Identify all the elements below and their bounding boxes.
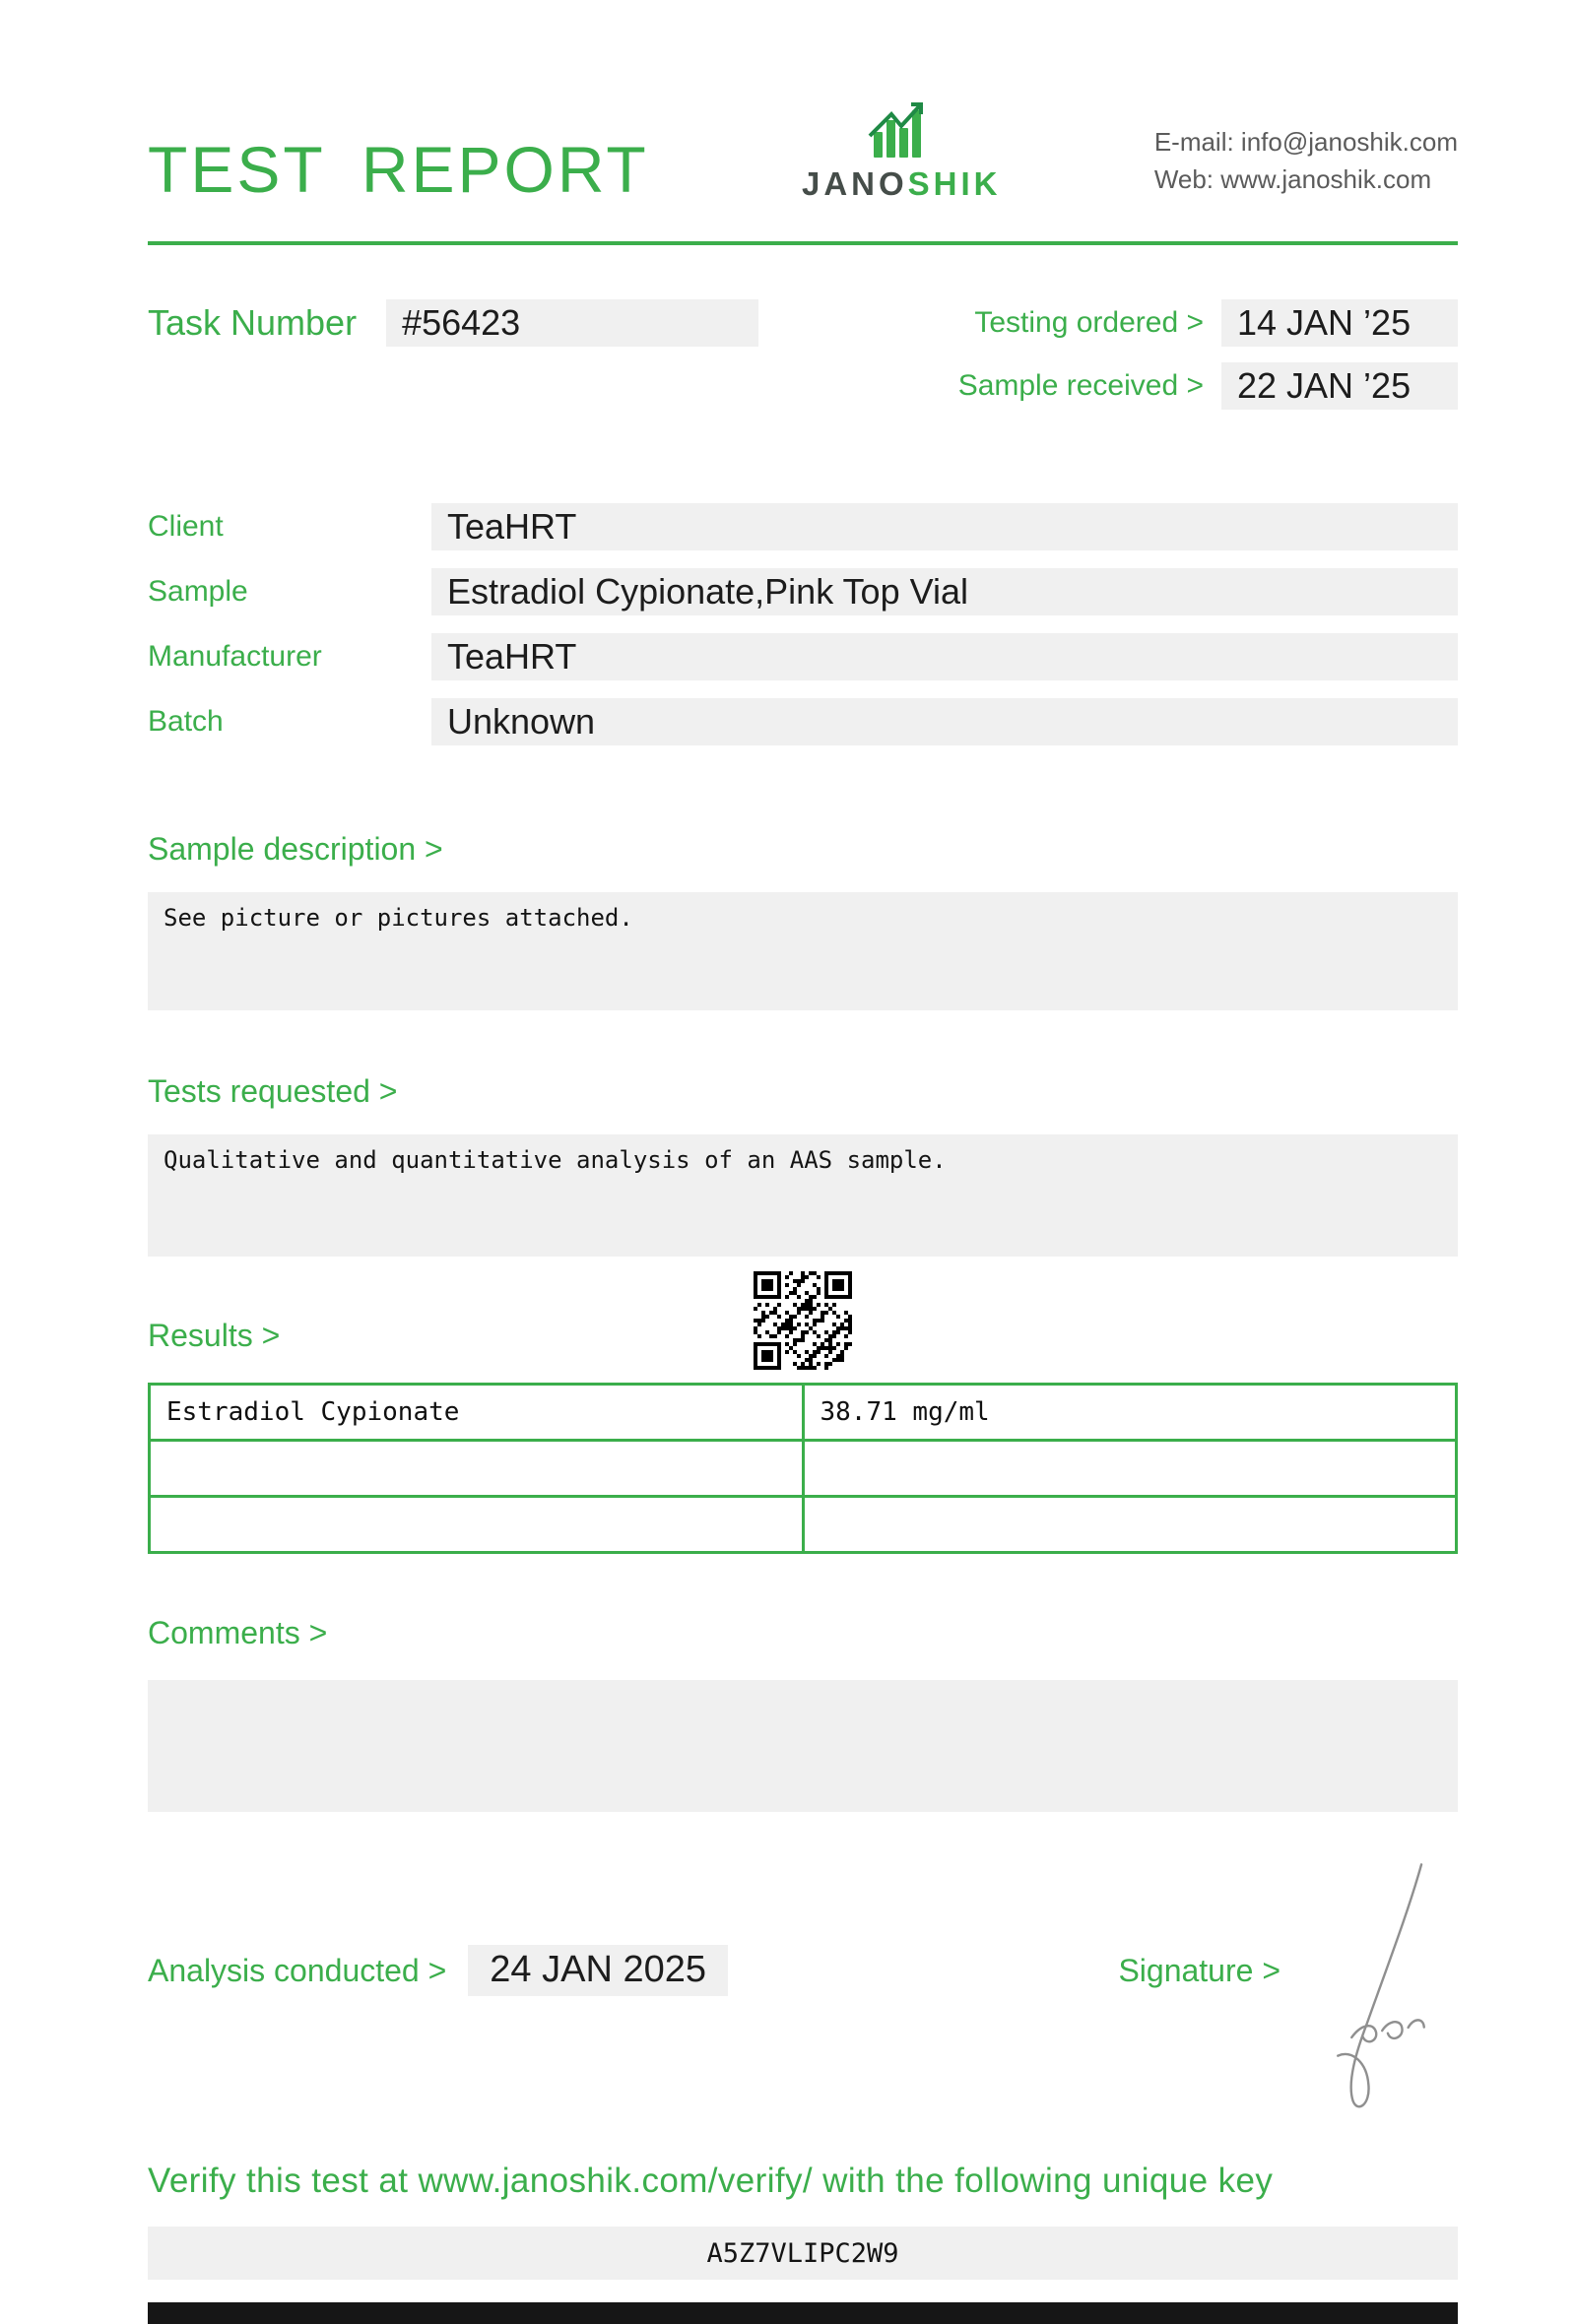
sample-description-label: Sample description > (148, 831, 443, 868)
logo-chart-icon (856, 98, 947, 164)
report-header (148, 0, 1458, 207)
analysis-conducted-label: Analysis conducted > (148, 1953, 447, 1989)
result-concentration (803, 1441, 1457, 1497)
client-value: TeaHRT (431, 503, 1458, 550)
contact-email: E-mail: info@janoshik.com (1153, 126, 1458, 157)
tests-requested-section (148, 1071, 1458, 1257)
verify-key-box (148, 2227, 1458, 2280)
verify-instruction: Verify this test at www.janoshik.com/verify/ with the following unique key (148, 2162, 1274, 2201)
tests-requested-text: Qualitative and quantitative analysis of an AAS sample. (164, 1146, 947, 1175)
logo-wordmark (802, 166, 1002, 202)
result-row (150, 1385, 1457, 1441)
comments-section (148, 1613, 1458, 1812)
testing-ordered-row (974, 299, 1458, 347)
analysis-conducted-value: 24 JAN 2025 (468, 1945, 728, 1996)
sample-description-section (148, 829, 1458, 1010)
results-label: Results > (148, 1318, 281, 1354)
signature-image (1314, 1851, 1452, 2119)
signature-label: Signature > (1118, 1953, 1280, 1989)
report-title: TEST REPORT (148, 133, 649, 207)
analysis-signature-row (148, 1945, 1458, 1996)
result-concentration (803, 1497, 1457, 1553)
batch-row (148, 698, 1458, 745)
meta-section (148, 299, 1458, 410)
qr-code (753, 1270, 853, 1371)
results-table (148, 1383, 1458, 1554)
manufacturer-row (148, 633, 1458, 680)
signature-group (1118, 1951, 1280, 1990)
batch-value: Unknown (431, 698, 1458, 745)
sample-description-text: See picture or pictures attached. (164, 904, 633, 933)
sample-received-row (958, 362, 1458, 410)
task-number-row (148, 299, 758, 347)
analysis-conducted-row (148, 1945, 728, 1996)
dates-block (958, 299, 1458, 410)
result-substance: Estradiol Cypionate (150, 1385, 804, 1441)
contact-info (1154, 124, 1458, 202)
result-substance (150, 1441, 804, 1497)
logo-text-shik: SHIK (907, 165, 1002, 202)
results-section (148, 1316, 1458, 1554)
sample-row (148, 568, 1458, 615)
batch-label: Batch (148, 705, 224, 739)
result-row (150, 1497, 1457, 1553)
manufacturer-label: Manufacturer (148, 640, 322, 674)
result-substance (150, 1497, 804, 1553)
header-divider (148, 241, 1458, 245)
sample-received-value: 22 JAN ’25 (1221, 362, 1458, 410)
sample-label: Sample (148, 575, 248, 609)
result-concentration: 38.71 mg/ml (803, 1385, 1457, 1441)
client-row (148, 503, 1458, 550)
brand-logo (802, 98, 1002, 202)
task-number-label: Task Number (148, 302, 358, 344)
comments-label: Comments > (148, 1615, 328, 1651)
tests-requested-label: Tests requested > (148, 1073, 398, 1110)
sample-description-box (148, 892, 1458, 1010)
client-label: Client (148, 510, 224, 544)
details-section (148, 503, 1458, 745)
testing-ordered-label: Testing ordered > (974, 306, 1204, 340)
testing-ordered-value: 14 JAN ’25 (1221, 299, 1458, 347)
footer-bar (148, 2302, 1458, 2324)
task-number-value: #56423 (386, 299, 758, 347)
verify-key: A5Z7VLIPC2W9 (706, 2237, 899, 2269)
comments-box (148, 1680, 1458, 1812)
contact-web: Web: www.janoshik.com (1153, 163, 1432, 194)
sample-value: Estradiol Cypionate,Pink Top Vial (431, 568, 1458, 615)
result-row (150, 1441, 1457, 1497)
logo-text-jano: JANO (801, 165, 908, 202)
manufacturer-value: TeaHRT (431, 633, 1458, 680)
tests-requested-box (148, 1134, 1458, 1257)
sample-received-label: Sample received > (957, 369, 1204, 403)
